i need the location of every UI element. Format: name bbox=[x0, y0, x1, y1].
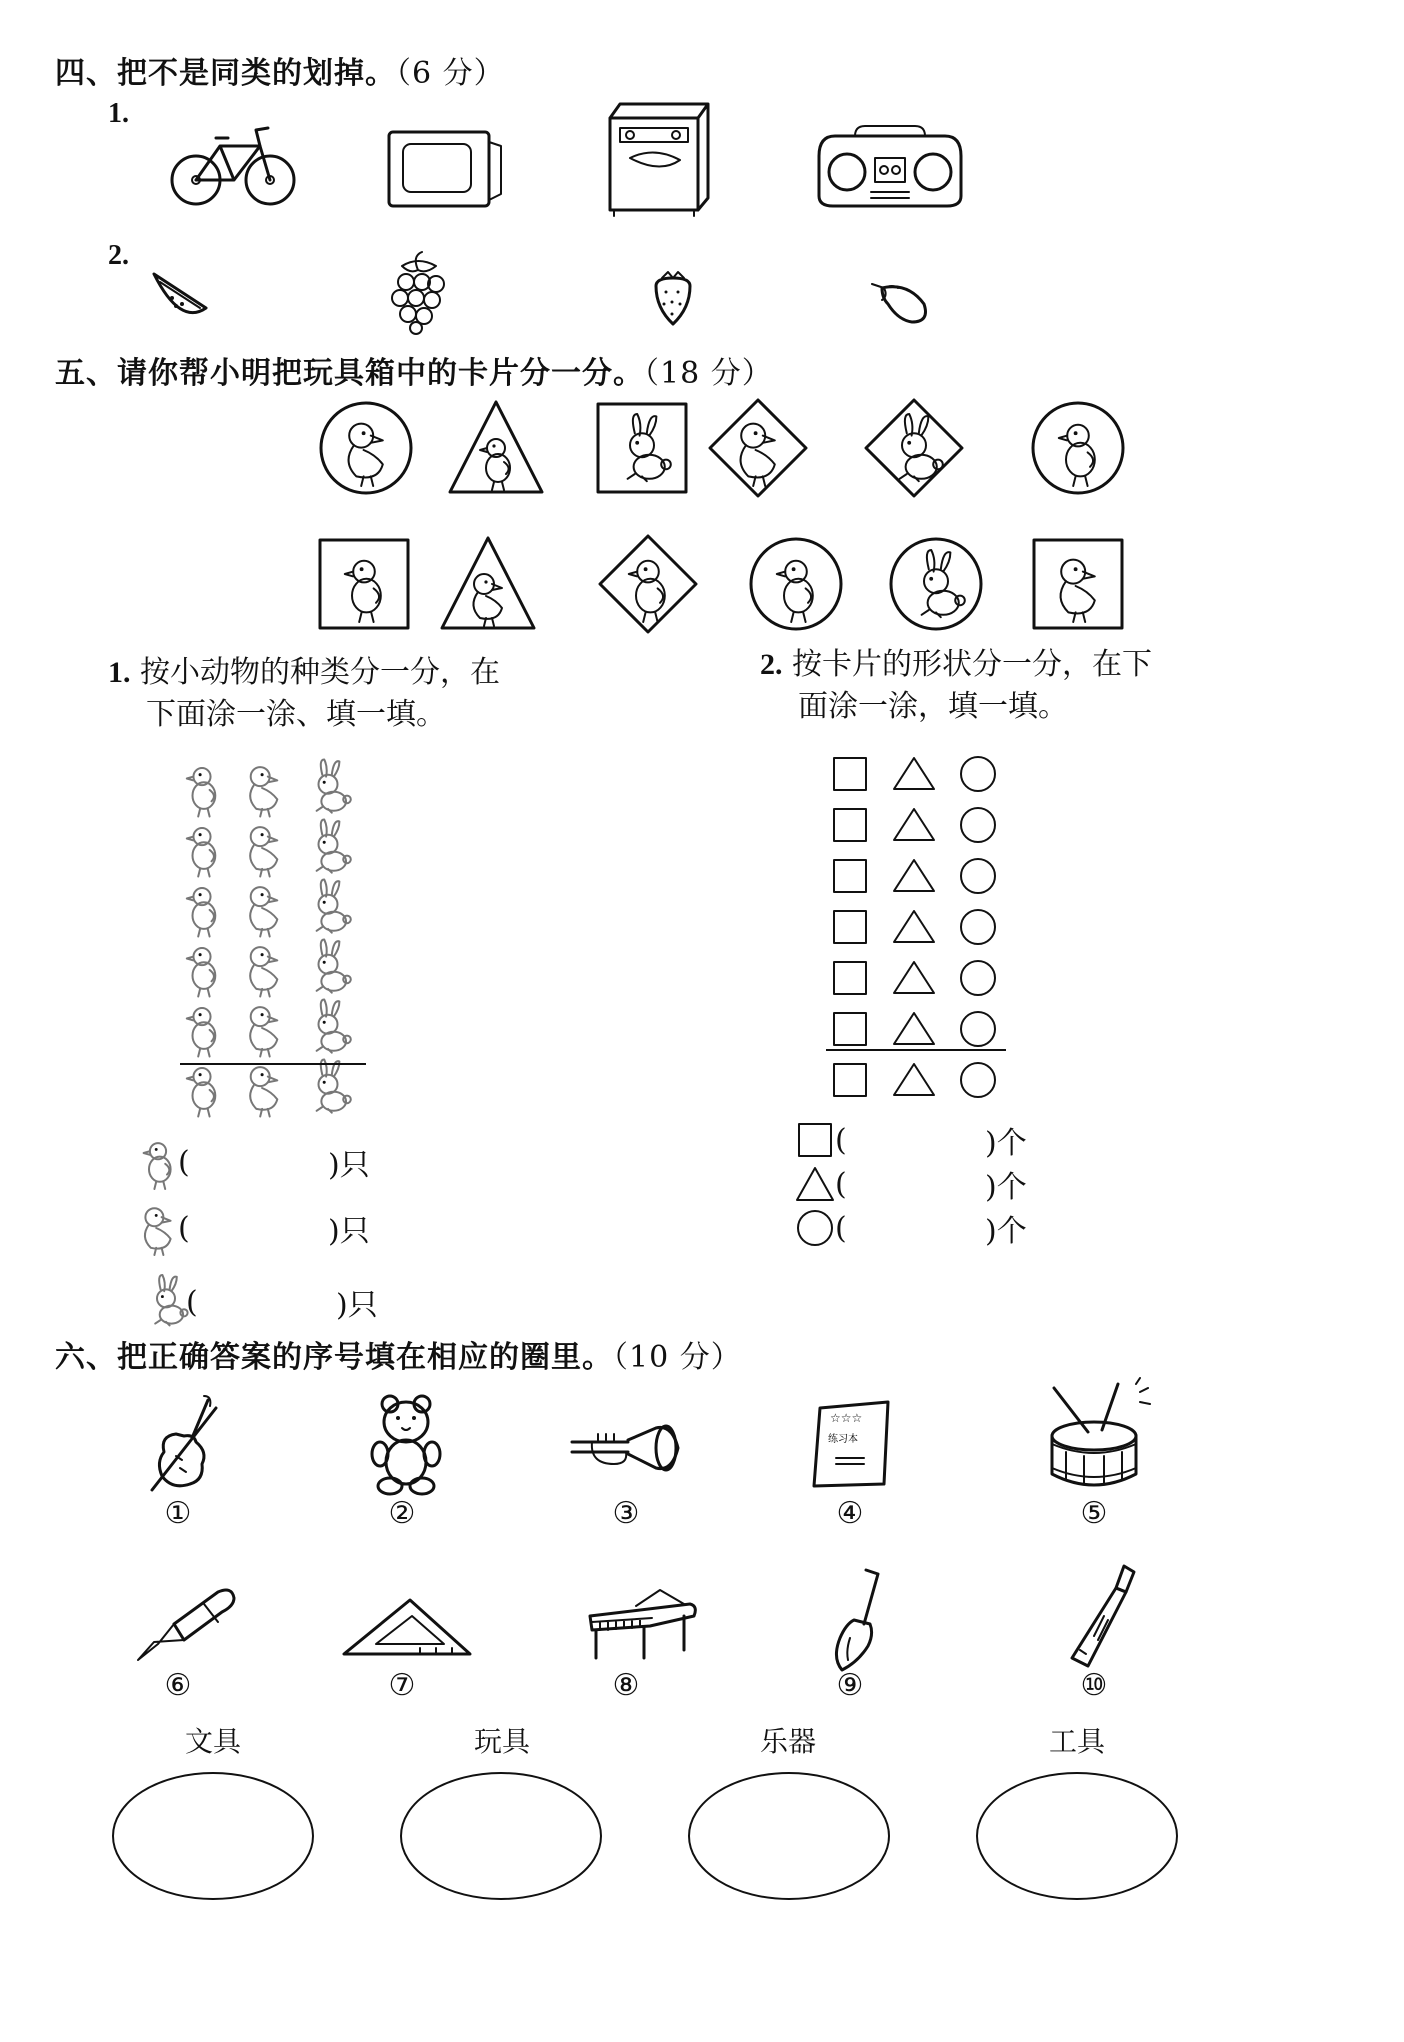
category-label: 玩具 bbox=[473, 1725, 530, 1758]
rabbit-icon bbox=[146, 1276, 186, 1328]
item-number-label: ③ bbox=[612, 1496, 640, 1531]
square-outline bbox=[320, 540, 408, 628]
item-number-label: ② bbox=[388, 1496, 416, 1531]
chick-icon[interactable] bbox=[187, 1008, 216, 1056]
eggplant-icon[interactable] bbox=[868, 276, 932, 328]
section-4-heading bbox=[55, 48, 505, 92]
notebook-icon[interactable] bbox=[810, 1400, 894, 1488]
answer-row bbox=[138, 1136, 370, 1188]
rabbit-icon bbox=[628, 414, 671, 481]
chick-icon bbox=[138, 1136, 178, 1188]
teddy-bear-icon[interactable] bbox=[370, 1394, 444, 1496]
duck-icon bbox=[741, 424, 775, 486]
square-icon[interactable] bbox=[834, 860, 866, 892]
square-icon[interactable] bbox=[834, 809, 866, 841]
notebook-stars: ☆☆☆ bbox=[830, 1411, 863, 1425]
duck-icon bbox=[138, 1202, 178, 1254]
answer-unit: )个 bbox=[985, 1126, 1027, 1161]
answer-oval[interactable] bbox=[398, 1770, 604, 1902]
duck-icon[interactable] bbox=[250, 767, 277, 816]
chick-icon[interactable] bbox=[187, 888, 216, 936]
triangle-icon[interactable] bbox=[894, 911, 934, 942]
category-label: 工具 bbox=[1048, 1725, 1105, 1758]
rabbit-icon bbox=[922, 550, 965, 617]
watermelon-icon[interactable] bbox=[150, 268, 210, 320]
drum-icon[interactable] bbox=[1044, 1380, 1154, 1492]
rabbit-icon[interactable] bbox=[317, 940, 351, 993]
answer-unit: )只 bbox=[336, 1288, 378, 1323]
rabbit-icon[interactable] bbox=[317, 1060, 351, 1113]
circle-icon[interactable] bbox=[961, 859, 995, 893]
diamond-outline bbox=[710, 400, 806, 496]
triangle-icon[interactable] bbox=[894, 758, 934, 789]
answer-blank[interactable]: ( bbox=[835, 1210, 847, 1246]
square-icon[interactable] bbox=[834, 1064, 866, 1096]
question-1-line-1: 按小动物的种类分一分，在 bbox=[140, 655, 501, 690]
section-5-heading bbox=[55, 348, 773, 392]
answer-oval[interactable] bbox=[686, 1770, 892, 1902]
circle-outline bbox=[891, 539, 981, 629]
answer-unit: )个 bbox=[985, 1214, 1027, 1249]
animal-count-grid bbox=[180, 758, 380, 1128]
chick-icon bbox=[345, 561, 381, 622]
answer-blank[interactable]: ( bbox=[835, 1122, 847, 1158]
circle-outline bbox=[751, 539, 841, 629]
question-2-text bbox=[760, 644, 1152, 728]
card-diamond-duck bbox=[710, 400, 806, 496]
triangle-icon[interactable] bbox=[894, 1064, 934, 1095]
question-2-line-2: 面涂一涂，填一填。 bbox=[798, 689, 1068, 724]
answer-row bbox=[146, 1276, 378, 1328]
duck-icon[interactable] bbox=[250, 1007, 277, 1056]
strawberry-icon[interactable] bbox=[650, 270, 696, 328]
tv-icon[interactable] bbox=[385, 128, 505, 210]
trumpet-icon[interactable] bbox=[568, 1420, 684, 1476]
card-triangle-chick bbox=[448, 400, 544, 496]
question-number: 2. bbox=[108, 240, 129, 271]
rabbit-icon[interactable] bbox=[317, 1000, 351, 1053]
duck-icon bbox=[349, 424, 383, 486]
category-label: 乐器 bbox=[759, 1725, 816, 1758]
diamond-outline bbox=[600, 536, 696, 632]
diamond-outline bbox=[866, 400, 962, 496]
violin-icon[interactable] bbox=[146, 1394, 222, 1494]
square-outline bbox=[598, 404, 686, 492]
answer-row bbox=[795, 1202, 1027, 1254]
section-4-points: （6 分） bbox=[396, 56, 505, 91]
section-5-title: 五、请你帮小明把玩具箱中的卡片分一分。 bbox=[55, 356, 644, 391]
radio-icon[interactable] bbox=[815, 126, 965, 210]
section-5-points: （18 分） bbox=[644, 356, 773, 391]
utility-knife-icon[interactable] bbox=[1064, 1562, 1140, 1674]
duck-icon[interactable] bbox=[250, 887, 277, 936]
circle-outline bbox=[321, 403, 411, 493]
duck-icon[interactable] bbox=[250, 827, 277, 876]
circle-icon[interactable] bbox=[961, 757, 995, 791]
item-number-label: ⑤ bbox=[1080, 1496, 1108, 1531]
square-icon[interactable] bbox=[834, 911, 866, 943]
card-circle-duck bbox=[318, 400, 414, 496]
question-number: 1. bbox=[108, 98, 129, 129]
triangle-outline bbox=[442, 538, 534, 628]
item-number-label: ① bbox=[164, 1496, 192, 1531]
circle-icon[interactable] bbox=[961, 1012, 995, 1046]
notebook-cover-text: 练习本 bbox=[828, 1434, 858, 1445]
chick-icon[interactable] bbox=[187, 768, 216, 816]
square-outline bbox=[1034, 540, 1122, 628]
item-number-label: ⑥ bbox=[164, 1668, 192, 1703]
answer-unit: )只 bbox=[328, 1148, 370, 1183]
set-square-icon[interactable] bbox=[340, 1596, 474, 1658]
triangle-outline bbox=[450, 402, 542, 492]
duck-icon[interactable] bbox=[250, 1067, 277, 1116]
category-label: 文具 bbox=[184, 1725, 241, 1758]
rabbit-icon[interactable] bbox=[317, 880, 351, 933]
answer-oval[interactable] bbox=[110, 1770, 316, 1902]
item-number-label: ⑨ bbox=[836, 1668, 864, 1703]
section-6-heading bbox=[55, 1332, 742, 1376]
answer-oval[interactable] bbox=[974, 1770, 1180, 1902]
washing-machine-icon[interactable] bbox=[600, 98, 720, 218]
piano-icon[interactable] bbox=[580, 1586, 700, 1662]
chick-icon bbox=[777, 561, 813, 622]
square-icon[interactable] bbox=[834, 758, 866, 790]
circle-icon[interactable] bbox=[961, 910, 995, 944]
answer-unit: )只 bbox=[328, 1214, 370, 1249]
question-1-line-2: 下面涂一涂、填一填。 bbox=[146, 697, 446, 732]
answer-blank[interactable]: ( bbox=[835, 1166, 847, 1202]
card-square-duck bbox=[1030, 536, 1126, 632]
section-4-title: 四、把不是同类的划掉。 bbox=[55, 56, 396, 91]
item-number-label: ④ bbox=[836, 1496, 864, 1531]
card-square-chick bbox=[316, 536, 412, 632]
section-6-points: （10 分） bbox=[613, 1340, 742, 1375]
answer-unit: )个 bbox=[985, 1170, 1027, 1205]
duck-icon bbox=[473, 574, 502, 626]
card-diamond-chick bbox=[600, 536, 696, 632]
chick-icon[interactable] bbox=[187, 948, 216, 996]
chick-icon bbox=[1059, 425, 1095, 486]
rabbit-icon[interactable] bbox=[317, 820, 351, 873]
question-number: 1. bbox=[108, 656, 131, 689]
duck-icon bbox=[1061, 560, 1095, 622]
answer-row bbox=[138, 1202, 370, 1254]
grapes-icon[interactable] bbox=[382, 250, 452, 332]
item-number-label: ⑦ bbox=[388, 1668, 416, 1703]
item-number-label: ⑩ bbox=[1080, 1668, 1108, 1703]
square-icon[interactable] bbox=[834, 1013, 866, 1045]
circle-icon bbox=[795, 1202, 835, 1254]
chick-icon[interactable] bbox=[187, 828, 216, 876]
bicycle-icon[interactable] bbox=[168, 118, 298, 208]
card-circle-chick bbox=[748, 536, 844, 632]
circle-icon[interactable] bbox=[961, 808, 995, 842]
chick-icon[interactable] bbox=[187, 1068, 216, 1116]
shape-grid-drawing bbox=[820, 752, 1020, 1092]
shovel-icon[interactable] bbox=[826, 1566, 886, 1676]
chick-icon bbox=[629, 561, 665, 622]
question-1-text bbox=[108, 652, 500, 736]
duck-icon[interactable] bbox=[250, 947, 277, 996]
question-2-line-1: 按卡片的形状分一分，在下 bbox=[792, 647, 1153, 682]
circle-icon[interactable] bbox=[961, 1063, 995, 1097]
square-icon[interactable] bbox=[834, 962, 866, 994]
card-circle-chick bbox=[1030, 400, 1126, 496]
triangle-icon[interactable] bbox=[894, 809, 934, 840]
answer-blank[interactable]: ( bbox=[186, 1284, 198, 1320]
circle-outline bbox=[1033, 403, 1123, 493]
animal-grid-drawing bbox=[180, 758, 380, 1128]
triangle-icon[interactable] bbox=[894, 962, 934, 993]
triangle-icon[interactable] bbox=[894, 1013, 934, 1044]
card-circle-rabbit bbox=[888, 536, 984, 632]
triangle-icon[interactable] bbox=[894, 860, 934, 891]
shape-count-grid bbox=[820, 752, 1020, 1092]
chick-icon bbox=[480, 439, 510, 490]
card-square-rabbit bbox=[594, 400, 690, 496]
card-triangle-duck bbox=[440, 536, 536, 632]
fountain-pen-icon[interactable] bbox=[134, 1584, 244, 1664]
card-diamond-rabbit bbox=[866, 400, 962, 496]
question-number: 2. bbox=[760, 648, 783, 681]
answer-blank[interactable]: ( bbox=[178, 1144, 190, 1180]
section-6-title: 六、把正确答案的序号填在相应的圈里。 bbox=[55, 1340, 613, 1375]
circle-icon[interactable] bbox=[961, 961, 995, 995]
answer-blank[interactable]: ( bbox=[178, 1210, 190, 1246]
rabbit-icon[interactable] bbox=[317, 760, 351, 813]
item-number-label: ⑧ bbox=[612, 1668, 640, 1703]
